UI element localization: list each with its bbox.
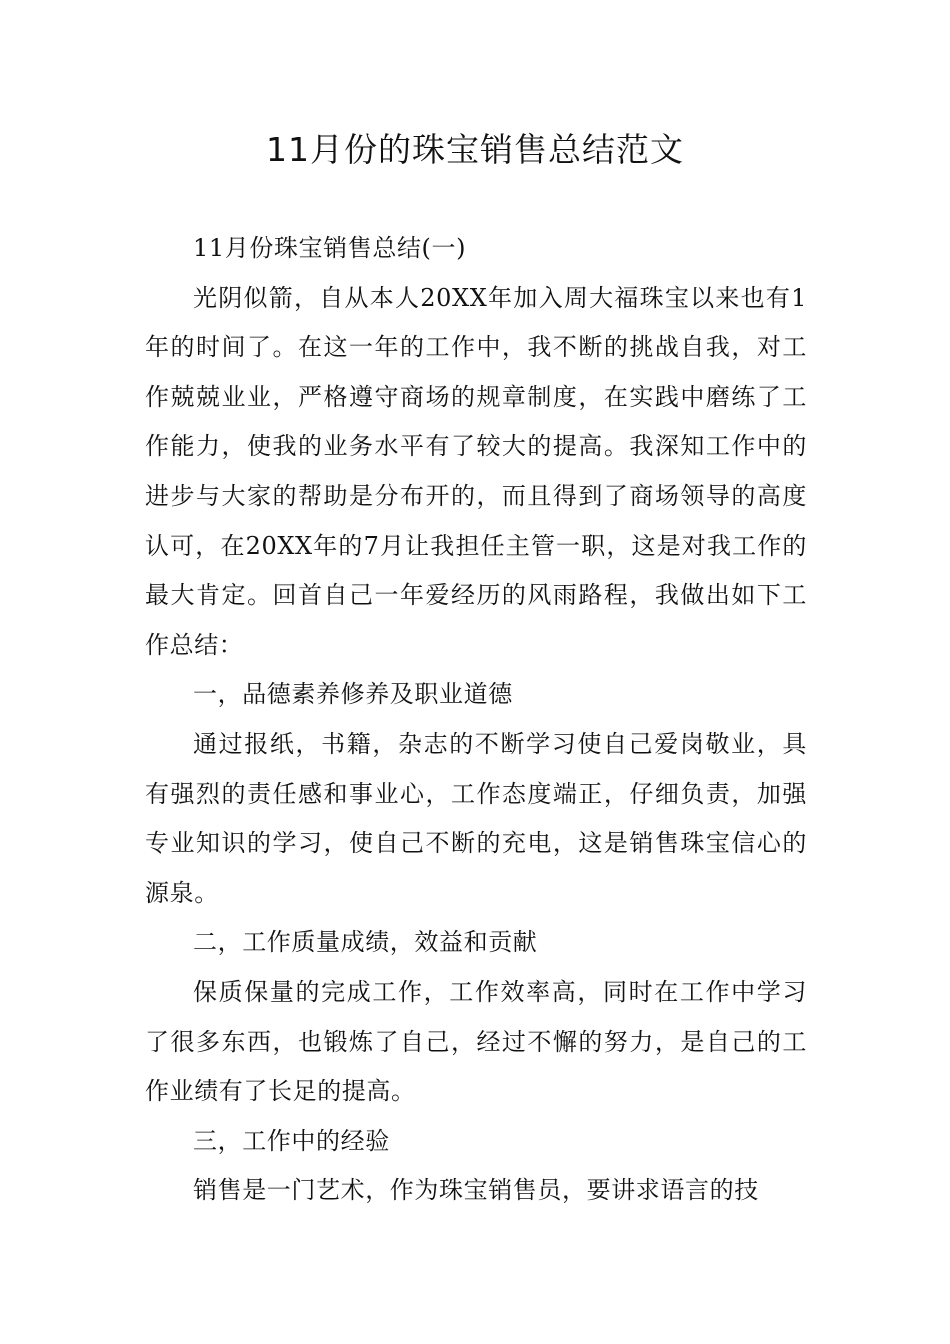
section-heading-quality: 二，工作质量成绩，效益和贡献 — [193, 928, 538, 957]
paragraph-quality: 保质保量的完成工作，工作效率高，同时在工作中学习了很多东西，也锻炼了自己，经过不懈的努力，是自己的工作业绩有了长足的提高。 — [145, 977, 807, 1106]
paragraph-experience: 销售是一门艺术，作为珠宝销售员，要讲求语言的技 — [193, 1176, 759, 1205]
paragraph-ethics: 通过报纸，书籍，杂志的不断学习使自己爱岗敬业，具有强烈的责任感和事业心，工作态度端正，仔细负责，加强专业知识的学习，使自己不断的充电，这是销售珠宝信心的源泉。 — [145, 729, 807, 907]
section-heading-experience: 三，工作中的经验 — [193, 1126, 390, 1155]
document-body — [145, 224, 807, 1216]
section-heading-1: 11月份珠宝销售总结(一) — [193, 234, 467, 262]
paragraph-intro: 光阴似箭，自从本人20XX年加入周大福珠宝以来也有1年的时间了。在这一年的工作中，我不断的挑战自我，对工作兢兢业业，严格遵守商场的规章制度，在实践中磨练了工作能力，使我的业务水平有了较大的提高。我深知工作中的进步与大家的帮助是分布开的，而且得到了商场领导的高度认可，在20XX年的7月让我担任主管一职，这是对我工作的最大肯定。回首自己一年爱经历的风雨路程，我做出如下工作总结： — [145, 283, 807, 659]
section-heading-ethics: 一，品德素养修养及职业道德 — [193, 680, 513, 709]
document-title: 11月份的珠宝销售总结范文 — [266, 130, 684, 169]
